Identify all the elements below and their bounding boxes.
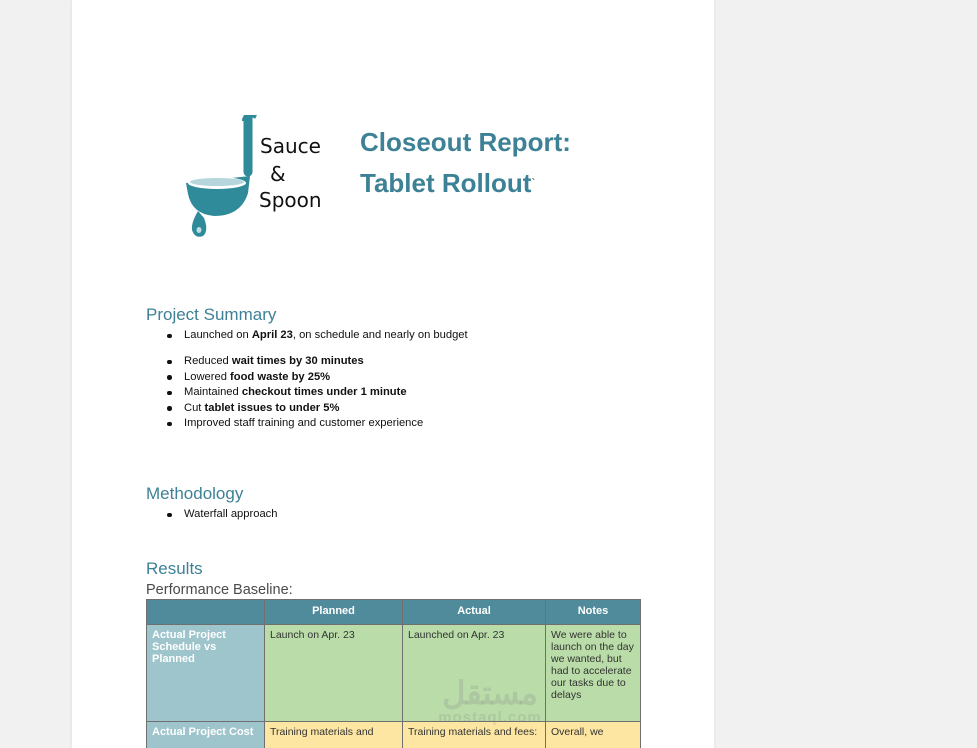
report-title [360,122,571,204]
table-cell: Training materials and [265,722,403,748]
list-item-bold: wait times by 30 minutes [231,355,364,368]
list-item [164,354,468,369]
table-cell: Launched on Apr. 23 [403,625,546,722]
logo-text-spoon: Spoon [259,188,322,212]
summary-intro-pre: Launched on [184,329,252,341]
table-header-cell: Planned [265,600,403,625]
list-item-pre: Improved staff training and customer experience [184,417,424,430]
list-item [164,401,468,416]
row-header-cell: Actual Project Cost [147,722,265,748]
summary-intro-post: , on schedule and nearly on budget [292,329,468,341]
summary-intro-bold: April 23 [251,329,293,341]
project-summary-heading: Project Summary [146,305,277,324]
table-header-cell: Notes [546,600,641,625]
list-item-pre: Lowered [184,370,231,383]
title-line-2 [360,163,571,204]
list-item-bold: food waste by 25% [230,370,331,383]
table-header-row [147,600,641,625]
table-cell: We were able to launch on the day we wanted, but had to accelerate our tasks due to delays [546,625,641,722]
table-cell: Overall, we [546,722,641,748]
summary-list [164,328,468,431]
list-item [164,385,468,400]
list-item [164,416,468,431]
watermark-line-1: مستقل [442,675,538,711]
title-line-2-text: Tablet Rollout [360,168,532,198]
list-item-bold: tablet issues to under 5% [204,401,340,414]
title-marker: ` [531,176,536,190]
summary-intro-item [164,328,468,343]
list-item: Waterfall approach [164,507,277,522]
row-header-cell: Actual Project Schedule vs Planned [147,625,265,722]
table-header-cell [147,600,265,625]
sauce-and-spoon-logo [186,115,326,243]
list-item-pre: Cut [184,401,205,414]
performance-baseline-label: Performance Baseline: [146,582,293,598]
methodology-list [164,507,277,522]
methodology-heading: Methodology [146,484,244,503]
table-header-cell: Actual [403,600,546,625]
list-item-pre: Maintained [184,386,242,399]
performance-baseline-table [146,599,641,748]
table-row [147,625,641,722]
list-item [164,370,468,385]
title-line-1: Closeout Report: [360,127,571,157]
table-cell: Launch on Apr. 23 [265,625,403,722]
logo-text-ampersand: & [270,162,286,186]
table-row [147,722,641,748]
results-heading: Results [146,559,203,578]
list-item-bold: checkout times under 1 minute [241,386,407,399]
logo-text-sauce: Sauce [260,134,321,158]
table-cell: Training materials and fees: [403,722,546,748]
document-page [72,0,714,748]
list-item-pre: Reduced [184,355,232,368]
watermark-line-2: mostaql.com [438,709,542,726]
